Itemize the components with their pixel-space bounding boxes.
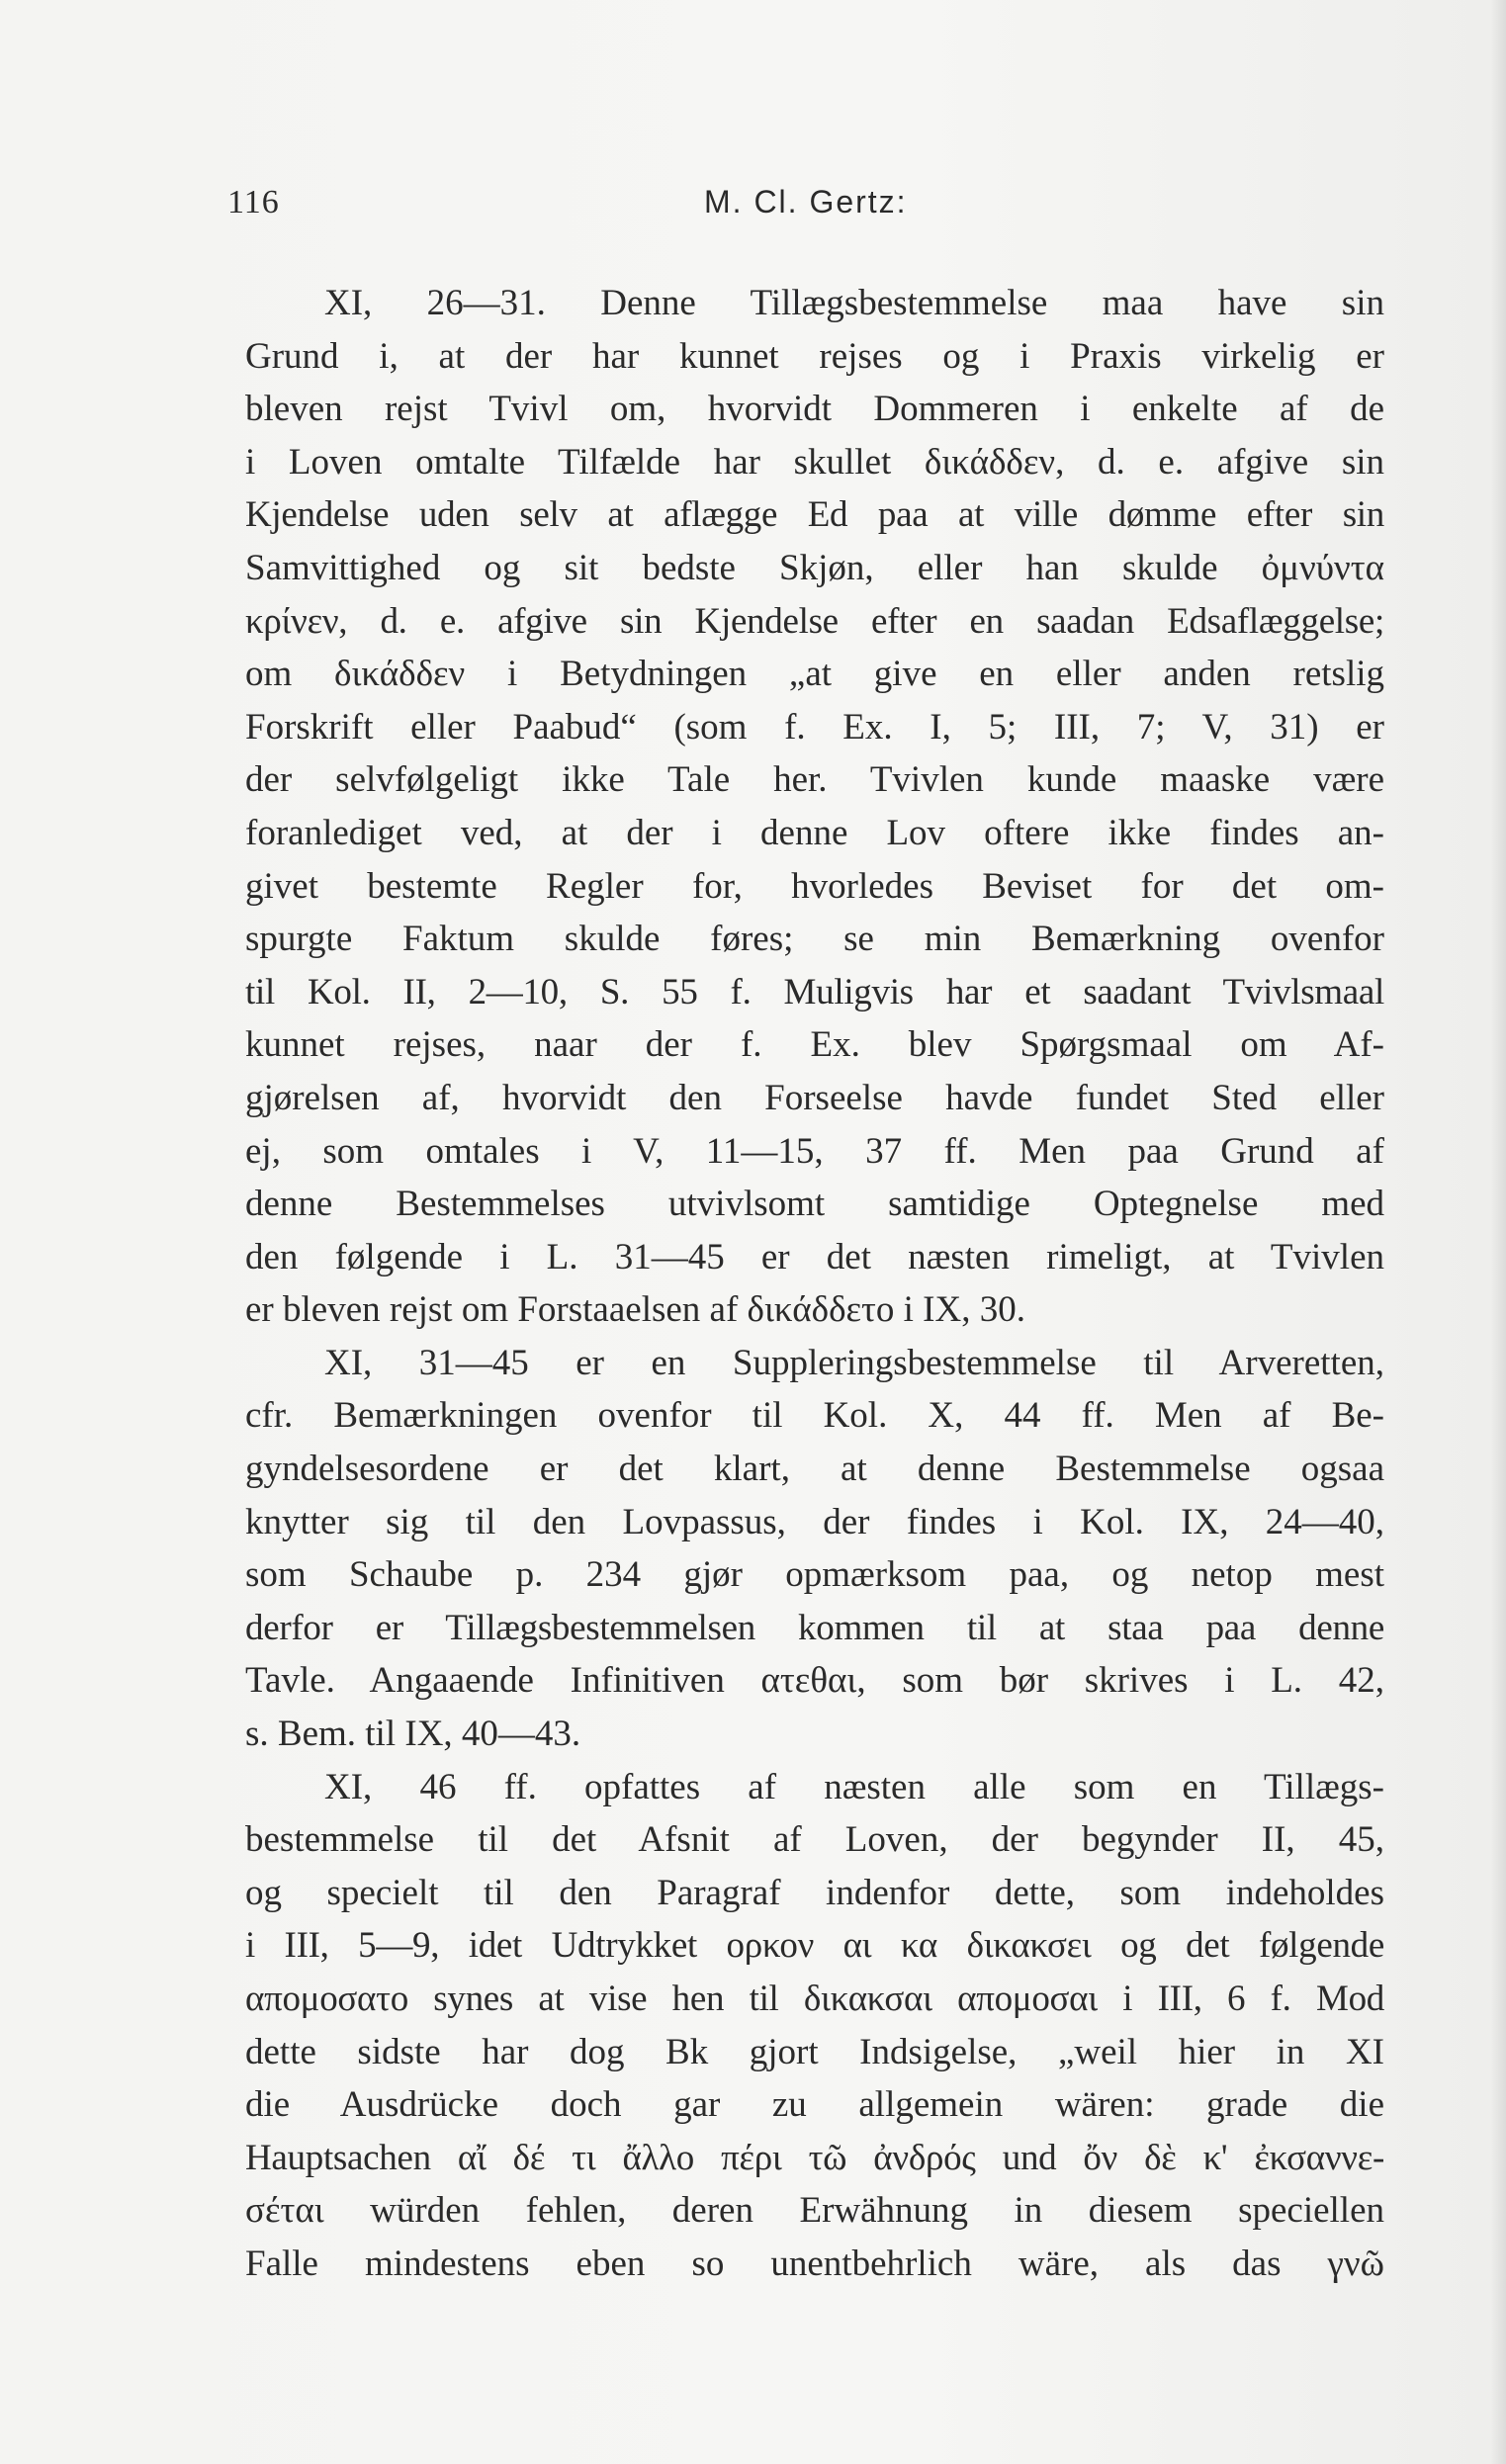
text-line: der selvfølgeligt ikke Tale her. Tvivlen kunde maaske være <box>245 759 1384 801</box>
text-line: Hauptsachen αἴ δέ τι ἄλλο πέρι τῶ ἀνδρός und ὄν δὲ κ' ἐκσαννε- <box>245 2137 1384 2178</box>
text-line: XI, 31—45 er en Suppleringsbestemmelse til Arveretten, <box>324 1342 1384 1383</box>
text-line: denne Bestemmelses utvivlsomt samtidige Optegnelse med <box>245 1184 1384 1225</box>
text-line: dette sidste har dog Bk gjort Indsigelse, „weil hier in XI <box>245 2031 1384 2072</box>
text-line: Falle mindestens eben so unentbehrlich wäre, als das γνῶ <box>245 2243 1384 2284</box>
running-head: M. Cl. Gertz: <box>704 184 908 220</box>
text-line: knytter sig til den Lovpassus, der findes i Kol. IX, 24—40, <box>245 1501 1384 1542</box>
text-line: XI, 26—31. Denne Tillægsbestemmelse maa have sin <box>324 283 1384 323</box>
text-line: spurgte Faktum skulde føres; se min Bemærkning ovenfor <box>245 919 1384 960</box>
text-line: bleven rejst Tvivl om, hvorvidt Dommeren i enkelte af de <box>245 389 1384 430</box>
text-line: som Schaube p. 234 gjør opmærksom paa, og netop mest <box>245 1554 1384 1596</box>
page-edge-shadow <box>1490 0 1506 2464</box>
text-line: gjørelsen af, hvorvidt den Forseelse havde fundet Sted eller <box>245 1077 1384 1118</box>
body-text <box>245 277 1384 2291</box>
text-line: Forskrift eller Paabud“ (som f. Ex. I, 5; III, 7; V, 31) er <box>245 706 1384 748</box>
text-line: XI, 46 ff. opfattes af næsten alle som en Tillægs- <box>324 1766 1384 1807</box>
page-number: 116 <box>227 184 280 220</box>
text-line: foranlediget ved, at der i denne Lov oftere ikke findes an- <box>245 812 1384 853</box>
page-header <box>227 184 1384 243</box>
text-line: κρίνεν, d. e. afgive sin Kjendelse efter en saadan Edsaflæggelse; <box>245 600 1384 642</box>
text-line: og specielt til den Paragraf indenfor dette, som indeholdes <box>245 1872 1384 1913</box>
text-line: derfor er Tillægsbestemmelsen kommen til at staa paa denne <box>245 1607 1384 1648</box>
text-line: s. Bem. til IX, 40—43. <box>245 1714 581 1755</box>
text-line: απομοσατο synes at vise hen til δικακσαι απομοσαι i III, 6 f. Mod <box>245 1979 1384 2019</box>
text-line: Grund i, at der har kunnet rejses og i Praxis virkelig er <box>245 335 1384 377</box>
text-line: givet bestemte Regler for, hvorledes Beviset for det om- <box>245 865 1384 907</box>
text-line: Kjendelse uden selv at aflægge Ed paa at ville dømme efter sin <box>245 494 1384 536</box>
text-line: σέται würden fehlen, deren Erwähnung in diesem speciellen <box>245 2190 1384 2232</box>
text-line: om δικάδδεν i Betydningen „at give en eller anden retslig <box>245 654 1384 695</box>
text-line: i Loven omtalte Tilfælde har skullet δικάδδεν, d. e. afgive sin <box>245 441 1384 483</box>
text-line: die Ausdrücke doch gar zu allgemein wären: grade die <box>245 2084 1384 2126</box>
text-line: Tavle. Angaaende Infinitiven ατεθαι, som bør skrives i L. 42, <box>245 1660 1384 1702</box>
text-line: Samvittighed og sit bedste Skjøn, eller han skulde ὀμνύντα <box>245 547 1384 588</box>
text-line: gyndelsesordene er det klart, at denne Bestemmelse ogsaa <box>245 1449 1384 1490</box>
text-line: den følgende i L. 31—45 er det næsten rimeligt, at Tvivlen <box>245 1236 1384 1277</box>
text-line: i III, 5—9, idet Udtrykket ορκον αι κα δικακσει og det følgende <box>245 1925 1384 1967</box>
text-line: bestemmelse til det Afsnit af Loven, der begynder II, 45, <box>245 1819 1384 1861</box>
text-line: cfr. Bemærkningen ovenfor til Kol. X, 44 ff. Men af Be- <box>245 1395 1384 1437</box>
text-line: ej, som omtales i V, 11—15, 37 ff. Men paa Grund af <box>245 1130 1384 1172</box>
text-line: til Kol. II, 2—10, S. 55 f. Muligvis har et saadant Tvivlsmaal <box>245 971 1384 1012</box>
text-line: kunnet rejses, naar der f. Ex. blev Spørgsmaal om Af- <box>245 1024 1384 1066</box>
text-line: er bleven rejst om Forstaaelsen af δικάδδετο i IX, 30. <box>245 1289 1025 1331</box>
